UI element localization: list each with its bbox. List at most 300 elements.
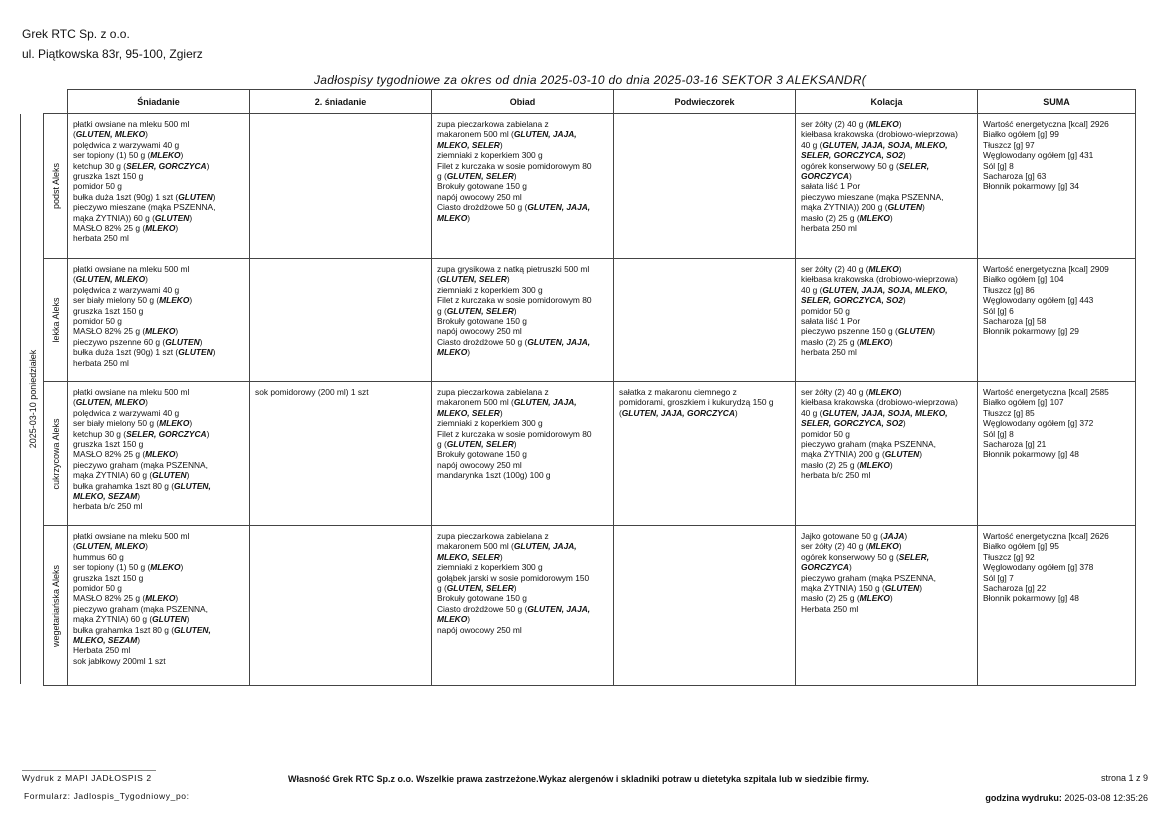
meal-item <box>73 470 244 480</box>
meal-item <box>801 470 972 480</box>
meal-item <box>437 562 608 572</box>
meal-item-text: gruszka 1szt 150 g <box>73 439 144 450</box>
meal-item <box>437 337 608 347</box>
meal-item <box>73 213 244 223</box>
meal-item-text: pomidor 50 g <box>801 428 850 439</box>
meal-item-text: pomidor 50 g <box>73 316 122 327</box>
nutrition-value: Wartość energetyczna [kcal] 2909 <box>983 264 1109 274</box>
meal-item-text: makaronem 500 ml ( <box>437 541 514 552</box>
meal-item <box>437 593 608 603</box>
meal-item <box>801 285 972 295</box>
meal-item-text: polędwica z warzywami 40 g <box>73 284 180 295</box>
diet-label: cukrzycowa Aleks <box>50 417 61 490</box>
allergen-list: GLUTEN, JAJA, GORCZYCA <box>621 407 735 418</box>
column-header-total: SUMA <box>978 90 1136 114</box>
meal-item <box>437 285 608 295</box>
meal-item-text: Brokuły gotowane 150 g <box>437 593 527 604</box>
nutrition-value: Sól [g] 8 <box>983 428 1014 439</box>
meal-item <box>437 192 608 202</box>
allergen-list: JAJA <box>882 531 905 541</box>
meal-item <box>801 429 972 439</box>
meal-item <box>73 625 244 635</box>
meal-item <box>801 150 972 160</box>
meal-cell-lunch <box>432 114 614 259</box>
meal-item-text: Filet z kurczaka w sosie pomidorowym 80 <box>437 428 592 439</box>
meal-item-suffix: ) <box>175 326 179 337</box>
allergen-list: GLUTEN, MLEKO <box>75 274 146 285</box>
allergen-list: SELER, GORCZYCA <box>126 428 207 439</box>
meal-item <box>801 223 972 233</box>
meal-item <box>437 583 608 593</box>
meal-item <box>73 295 244 305</box>
meal-item-text: kiełbasa krakowska (drobiowo-wieprzowa) <box>801 129 958 140</box>
allergen-list: MLEKO <box>145 449 176 460</box>
meal-item <box>73 491 244 501</box>
meal-item-text: pieczywo pszenne 60 g ( <box>73 336 166 347</box>
allergen-list: MLEKO, SEZAM <box>73 491 138 502</box>
meal-item <box>437 429 608 439</box>
table-body <box>44 114 1136 686</box>
meal-item <box>801 562 972 572</box>
meal-item <box>619 387 790 397</box>
meal-item <box>437 306 608 316</box>
meal-item-text: pomidor 50 g <box>73 583 122 594</box>
meal-item-text: polędwica z warzywami 40 g <box>73 407 180 418</box>
meal-item-suffix: ) <box>499 407 503 418</box>
meal-item-text: Herbata 250 ml <box>801 603 859 614</box>
meal-item <box>437 264 608 274</box>
meal-item <box>437 119 608 129</box>
meal-item <box>73 119 244 129</box>
meal-item-suffix: ) <box>199 336 203 347</box>
weekly-menu-table <box>43 89 1136 686</box>
meal-item <box>801 274 972 284</box>
nutrition-value: Sól [g] 8 <box>983 160 1014 171</box>
meal-item <box>73 347 244 357</box>
nutrition-value: Węglowodany ogółem [g] 443 <box>983 295 1094 306</box>
meal-item-text: gruszka 1szt 150 g <box>73 171 144 182</box>
footer-ownership-notice: Własność Grek RTC Sp.z o.o. Wszelkie prawa zastrzeżone.Wykaz alergenów i skladniki potraw u dietetyka szpitala lub w siedzibie firmy. <box>288 774 869 784</box>
meal-item <box>801 573 972 583</box>
meal-item <box>73 387 244 397</box>
nutrition-value: Białko ogółem [g] 104 <box>983 274 1064 285</box>
meal-item <box>437 625 608 635</box>
meal-item-text: pieczywo mieszane (mąka PSZENNA, <box>73 202 216 213</box>
meal-item-text: g ( <box>437 305 447 316</box>
meal-item <box>437 449 608 459</box>
meal-item-suffix: ) <box>137 491 141 502</box>
meal-item <box>437 129 608 139</box>
meal-item-suffix: ) <box>180 562 184 573</box>
meal-item-text: Brokuły gotowane 150 g <box>437 181 527 192</box>
allergen-list: SELER, <box>898 160 930 171</box>
allergen-list: GLUTEN <box>154 212 190 223</box>
diet-cell <box>44 259 68 382</box>
print-time <box>985 793 1148 803</box>
allergen-list: GLUTEN <box>884 449 920 460</box>
nutrition-value: Białko ogółem [g] 95 <box>983 541 1059 552</box>
meal-item <box>801 264 972 274</box>
meal-cell-lunch <box>432 259 614 382</box>
meal-item <box>801 408 972 418</box>
meal-item-text: herbata b/c 250 ml <box>73 501 143 512</box>
meal-item-text: sok pomidorowy (200 ml) 1 szt <box>255 387 369 397</box>
meal-item-suffix: ) <box>467 212 471 223</box>
meal-item <box>437 573 608 583</box>
meal-item-suffix: ) <box>889 336 893 347</box>
meal-item-suffix: ) <box>186 470 190 481</box>
company-address: ul. Piątkowska 83r, 95-100, Zgierz <box>22 47 203 61</box>
meal-item <box>801 337 972 347</box>
diet-label: podst Aleks <box>50 162 61 210</box>
meal-item-text: MASŁO 82% 25 g ( <box>73 449 146 460</box>
meal-item-suffix: ) <box>922 202 925 213</box>
allergen-list: GLUTEN, SELER <box>439 274 507 285</box>
meal-item-text: herbata 250 ml <box>73 357 129 368</box>
allergen-list: GLUTEN <box>178 191 213 202</box>
meal-item <box>437 181 608 191</box>
meal-item-text: pieczywo mieszane (mąka PSZENNA, <box>801 191 944 202</box>
allergen-list: GLUTEN <box>165 336 200 347</box>
meal-item-suffix: ) <box>902 418 906 429</box>
allergen-list: GORCZYCA <box>801 562 849 573</box>
meal-item-suffix: ) <box>137 635 141 646</box>
menu-row <box>44 382 1136 526</box>
meal-item <box>801 295 972 305</box>
meal-item-text: płatki owsiane na mleku 500 ml <box>73 531 190 541</box>
allergen-list: MLEKO <box>145 223 176 234</box>
meal-item-suffix: ) <box>467 347 471 358</box>
meal-item-text: Filet z kurczaka w sosie pomidorowym 80 <box>437 160 592 171</box>
allergen-list: GLUTEN, JAJA, <box>527 202 591 213</box>
meal-item <box>73 264 244 274</box>
meal-item <box>73 223 244 233</box>
meal-cell-breakfast <box>68 382 250 526</box>
allergen-list: MLEKO <box>868 541 899 552</box>
meal-item-text: gruszka 1szt 150 g <box>73 572 144 583</box>
meal-item-suffix: ) <box>145 541 148 552</box>
allergen-list: MLEKO <box>145 593 176 604</box>
allergen-list: SELER, GORCZYCA, SO2 <box>801 295 903 306</box>
meal-item-text: ketchup 30 g ( <box>73 428 127 439</box>
meal-item-text: MASŁO 82% 25 g ( <box>73 593 146 604</box>
meal-item <box>801 439 972 449</box>
meal-item-suffix: ) <box>513 583 517 594</box>
allergen-list: MLEKO, SELER <box>437 407 500 418</box>
meal-item-text: Filet z kurczaka w sosie pomidorowym 80 <box>437 295 592 306</box>
meal-item <box>801 552 972 562</box>
meal-item <box>801 326 972 336</box>
meal-item-suffix: ) <box>889 459 893 470</box>
meal-item-suffix: ) <box>513 305 517 316</box>
meal-item <box>801 418 972 428</box>
meal-item <box>73 358 244 368</box>
meal-item <box>73 593 244 603</box>
meal-cell-lunch <box>432 526 614 686</box>
meal-item-text: ( <box>73 541 76 552</box>
meal-item <box>801 202 972 212</box>
nutrition-value: Sacharoza [g] 22 <box>983 583 1047 594</box>
footer-divider <box>22 770 156 771</box>
meal-cell-dinner <box>796 382 978 526</box>
allergen-list: MLEKO <box>868 119 899 129</box>
nutrition-value: Tłuszcz [g] 85 <box>983 407 1035 418</box>
meal-item-text: napój owocowy 250 ml <box>437 624 522 635</box>
meal-item-text: Ciasto drożdżowe 50 g ( <box>437 603 528 614</box>
allergen-list: GLUTEN <box>152 614 187 625</box>
meal-item-suffix: ) <box>206 160 210 171</box>
meal-item-text: Ciasto drożdżowe 50 g ( <box>437 202 528 213</box>
meal-item <box>73 202 244 212</box>
meal-item-text: sałata liść 1 Por <box>801 316 861 327</box>
meal-item-text: MASŁO 82% 25 g ( <box>73 326 146 337</box>
meal-item-suffix: ) <box>499 551 503 562</box>
allergen-list: MLEKO <box>145 326 176 337</box>
meal-item <box>73 274 244 284</box>
meal-item-text: pieczywo graham (mąka PSZENNA, <box>801 572 936 583</box>
meal-item <box>437 316 608 326</box>
meal-item <box>73 171 244 181</box>
meal-item-text: polędwica z warzywami 40 g <box>73 139 180 150</box>
meal-item <box>73 614 244 624</box>
meal-item-text: herbata 250 ml <box>801 223 857 234</box>
meal-item-text: pomidor 50 g <box>73 181 122 192</box>
meal-item-text: herbata b/c 250 ml <box>801 470 871 481</box>
meal-item-text: MASŁO 82% 25 g ( <box>73 223 146 234</box>
meal-item <box>437 326 608 336</box>
meal-item <box>801 583 972 593</box>
meal-item-suffix: ) <box>898 541 902 552</box>
meal-item <box>801 161 972 171</box>
allergen-list: MLEKO, SEZAM <box>73 635 138 646</box>
document-title: Jadłospisy tygodniowe za okres od dnia 2025-03-10 do dnia 2025-03-16 SEKTOR 3 ALEKSANDR( <box>314 73 867 87</box>
meal-item-text: pieczywo graham (mąka PSZENNA, <box>801 439 936 450</box>
meal-item <box>437 614 608 624</box>
meal-item-text: 40 g ( <box>801 139 823 150</box>
meal-item-suffix: ) <box>175 223 179 234</box>
meal-item <box>73 460 244 470</box>
allergen-list: MLEKO <box>868 387 899 397</box>
meal-item-text: sałata liść 1 Por <box>801 181 861 192</box>
meal-item <box>437 295 608 305</box>
meal-item-text: ser biały mielony 50 g ( <box>73 418 160 429</box>
meal-item <box>437 418 608 428</box>
meal-item-text: masło (2) 25 g ( <box>801 336 860 347</box>
meal-item <box>801 460 972 470</box>
allergen-list: GLUTEN <box>178 347 213 358</box>
allergen-list: GLUTEN, JAJA, <box>513 541 577 552</box>
meal-item-text: zupa pieczarkowa zabielana z <box>437 119 549 129</box>
print-time-label: godzina wydruku: <box>985 793 1062 803</box>
meal-item-text: mąka ŻYTNIA)) 60 g ( <box>73 212 155 223</box>
nutrition-value: Sacharoza [g] 63 <box>983 171 1047 182</box>
meal-item <box>801 213 972 223</box>
meal-item-suffix: ) <box>734 407 738 418</box>
meal-item-text: ( <box>73 397 76 408</box>
meal-item <box>73 429 244 439</box>
meal-item-text: 40 g ( <box>801 407 823 418</box>
meal-item-suffix: ) <box>145 129 148 140</box>
meal-item-text: zupa pieczarkowa zabielana z <box>437 531 549 541</box>
meal-item-text: ziemniaki z koperkiem 300 g <box>437 562 543 573</box>
nutrition-value: Sacharoza [g] 58 <box>983 316 1047 327</box>
meal-item-suffix: ) <box>145 274 148 285</box>
meal-item-text: ( <box>73 129 76 140</box>
meal-item-suffix: ) <box>145 397 148 408</box>
meal-cell-breakfast <box>68 526 250 686</box>
meal-item <box>437 274 608 284</box>
allergen-list: MLEKO <box>859 212 890 223</box>
allergen-list: GLUTEN, <box>174 624 211 635</box>
allergen-list: SELER, <box>898 551 930 562</box>
meal-item-text: płatki owsiane na mleku 500 ml <box>73 264 190 274</box>
meal-item-suffix: ) <box>904 531 908 541</box>
allergen-list: MLEKO, SELER <box>437 139 500 150</box>
meal-item-suffix: ) <box>212 191 216 202</box>
meal-item-text: pomidor 50 g <box>801 305 850 316</box>
meal-item-text: mąka ŻYTNIA) 60 g ( <box>73 614 153 625</box>
meal-item <box>801 541 972 551</box>
nutrition-value: Błonnik pokarmowy [g] 48 <box>983 593 1079 604</box>
meal-item <box>801 604 972 614</box>
meal-item-text: pieczywo pszenne 150 g ( <box>801 326 898 337</box>
nutrition-summary-cell <box>978 259 1136 382</box>
allergen-list: MLEKO <box>437 212 468 223</box>
meal-cell-second-breakfast <box>250 114 432 259</box>
meal-item <box>73 192 244 202</box>
meal-item-suffix: ) <box>206 428 210 439</box>
column-header-dinner: Kolacja <box>796 90 978 114</box>
meal-item <box>437 408 608 418</box>
meal-item <box>437 397 608 407</box>
meal-item-suffix: ) <box>175 593 179 604</box>
meal-item-text: napój owocowy 250 ml <box>437 191 522 202</box>
meal-item <box>437 531 608 541</box>
footer-print-source: Wydruk z MAPI JADŁOSPIS 2 <box>22 773 152 783</box>
meal-item-text: zupa pieczarkowa zabielana z <box>437 387 549 397</box>
meal-item-text: ( <box>437 274 440 285</box>
meal-item-text: sałatka z makaronu ciemnego z <box>619 387 737 397</box>
meal-item <box>73 397 244 407</box>
meal-item <box>73 562 244 572</box>
nutrition-value: Błonnik pokarmowy [g] 29 <box>983 326 1079 337</box>
meal-item <box>437 439 608 449</box>
meal-item-text: ser żółty (2) 40 g ( <box>801 541 869 552</box>
meal-item-text: makaronem 500 ml ( <box>437 397 514 408</box>
meal-cell-second-breakfast <box>250 259 432 382</box>
column-header-afternoon-snack: Podwieczorek <box>614 90 796 114</box>
meal-item <box>73 449 244 459</box>
nutrition-value: Wartość energetyczna [kcal] 2585 <box>983 387 1109 397</box>
nutrition-value: Węglowodany ogółem [g] 378 <box>983 562 1094 573</box>
meal-cell-afternoon-snack <box>614 259 796 382</box>
meal-item-suffix: ) <box>898 264 902 274</box>
day-column <box>20 114 44 684</box>
meal-item-text: płatki owsiane na mleku 500 ml <box>73 387 190 397</box>
diet-cell <box>44 382 68 526</box>
nutrition-value: Błonnik pokarmowy [g] 48 <box>983 449 1079 460</box>
meal-item <box>73 501 244 511</box>
meal-item <box>437 161 608 171</box>
meal-item <box>801 119 972 129</box>
meal-item-text: ziemniaki z koperkiem 300 g <box>437 150 543 161</box>
meal-item-text: mąka ŻYTNIA)) 200 g ( <box>801 202 888 213</box>
meal-item <box>73 233 244 243</box>
meal-item-text: sok jabłkowy 200ml 1 szt <box>73 655 166 666</box>
meal-item-text: bułka grahamka 1szt 80 g ( <box>73 480 175 491</box>
allergen-list: GLUTEN <box>887 202 923 213</box>
meal-item-text: Ciasto drożdżowe 50 g ( <box>437 336 528 347</box>
allergen-list: MLEKO <box>859 459 890 470</box>
meal-item <box>801 347 972 357</box>
meal-item <box>801 192 972 202</box>
allergen-list: GLUTEN, <box>174 480 211 491</box>
allergen-list: MLEKO <box>159 295 190 306</box>
nutrition-value: Wartość energetyczna [kcal] 2926 <box>983 119 1109 129</box>
header-corner <box>44 90 68 114</box>
meal-item-suffix: ) <box>902 150 906 161</box>
column-header-second-breakfast: 2. śniadanie <box>250 90 432 114</box>
meal-item-text: g ( <box>437 583 447 594</box>
column-header-breakfast: Śniadanie <box>68 90 250 114</box>
table-header-row <box>44 90 1136 114</box>
meal-item-suffix: ) <box>189 295 193 306</box>
meal-item <box>73 150 244 160</box>
meal-item-text: mąka ŻYTNIA) 150 g ( <box>801 583 885 594</box>
allergen-list: MLEKO <box>159 418 190 429</box>
meal-item-suffix: ) <box>898 119 902 129</box>
allergen-list: GLUTEN <box>897 326 933 337</box>
meal-item-text: ser żółty (2) 40 g ( <box>801 264 869 274</box>
meal-item-suffix: ) <box>212 347 216 358</box>
meal-item-text: ( <box>619 407 622 418</box>
meal-item-suffix: ) <box>189 418 193 429</box>
meal-item-suffix: ) <box>513 171 517 182</box>
meal-item <box>73 326 244 336</box>
meal-item-text: makaronem 500 ml ( <box>437 129 514 140</box>
meal-item-text: pomidorami, groszkiem i kukurydzą 150 g <box>619 397 774 408</box>
meal-item-text: kiełbasa krakowska (drobiowo-wieprzowa) <box>801 274 958 285</box>
meal-item-text: g ( <box>437 171 447 182</box>
menu-row <box>44 259 1136 382</box>
meal-item <box>73 481 244 491</box>
meal-cell-breakfast <box>68 259 250 382</box>
meal-item-text: hummus 60 g <box>73 551 124 562</box>
diet-label: wegetariańska Aleks <box>50 564 61 647</box>
meal-item <box>73 645 244 655</box>
meal-item-suffix: ) <box>180 150 184 161</box>
meal-item-text: ketchup 30 g ( <box>73 160 127 171</box>
allergen-list: GLUTEN, JAJA, <box>513 129 577 140</box>
diet-label: lekka Aleks <box>50 297 61 343</box>
meal-item <box>73 604 244 614</box>
meal-item-suffix: ) <box>919 449 923 460</box>
meal-item <box>255 387 426 397</box>
meal-item <box>437 140 608 150</box>
allergen-list: GLUTEN, SELER <box>446 171 514 182</box>
nutrition-value: Węglowodany ogółem [g] 372 <box>983 418 1094 429</box>
meal-item <box>73 531 244 541</box>
allergen-list: GLUTEN, JAJA, <box>513 397 577 408</box>
allergen-list: GLUTEN, JAJA, <box>527 603 591 614</box>
nutrition-value: Sacharoza [g] 21 <box>983 439 1047 450</box>
allergen-list: MLEKO <box>868 264 899 274</box>
meal-item-suffix: ) <box>175 449 179 460</box>
meal-item <box>801 181 972 191</box>
nutrition-summary-cell <box>978 526 1136 686</box>
meal-item <box>801 449 972 459</box>
meal-item-text: ser biały mielony 50 g ( <box>73 295 160 306</box>
